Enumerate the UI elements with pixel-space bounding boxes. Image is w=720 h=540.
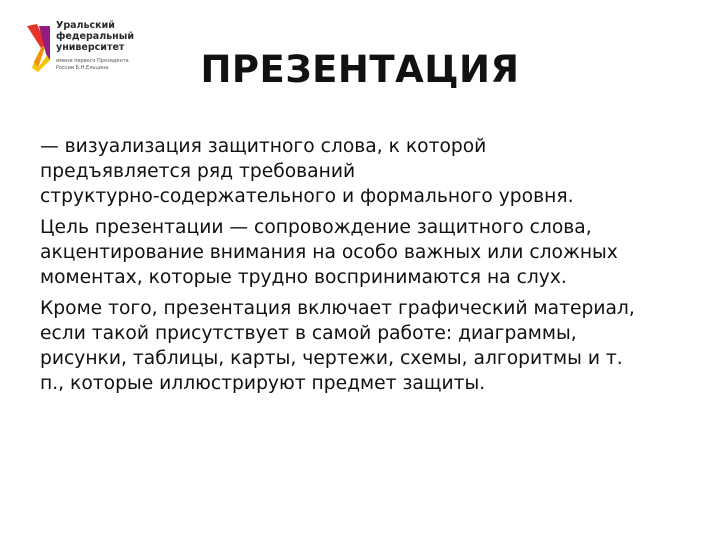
paragraph-definition xyxy=(40,134,690,209)
text-line: структурно-содержательного и формального уровня. xyxy=(40,186,574,207)
text-line: моментах, которые трудно воспринимаются на слух. xyxy=(40,267,567,288)
paragraph-purpose xyxy=(40,215,690,290)
logo-name-line: университет xyxy=(56,42,125,53)
text-line: — визуализация защитного слова, к которой xyxy=(40,136,487,157)
text-line: п., которые иллюстрируют предмет защиты. xyxy=(40,373,486,394)
text-line: акцентирование внимания на особо важных или сложных xyxy=(40,242,618,263)
text-line: рисунки, таблицы, карты, чертежи, схемы, алгоритмы и т. xyxy=(40,348,623,369)
text-line: предъявляется ряд требований xyxy=(40,161,356,182)
slide-title: ПРЕЗЕНТАЦИЯ xyxy=(200,48,520,91)
paragraph-materials xyxy=(40,296,690,396)
text-line: если такой присутствует в самой работе: диаграммы, xyxy=(40,323,577,344)
logo-name-line: федеральный xyxy=(56,31,134,42)
text-line: Цель презентации — сопровождение защитного слова, xyxy=(40,217,592,238)
logo-sub-line: России Б.Н.Ельцина xyxy=(56,65,109,71)
logo-sub-line: имени первого Президента xyxy=(56,58,129,64)
logo-name-line: Уральский xyxy=(56,20,115,31)
text-line: Кроме того, презентация включает графический материал, xyxy=(40,298,635,319)
slide-body xyxy=(40,134,690,402)
